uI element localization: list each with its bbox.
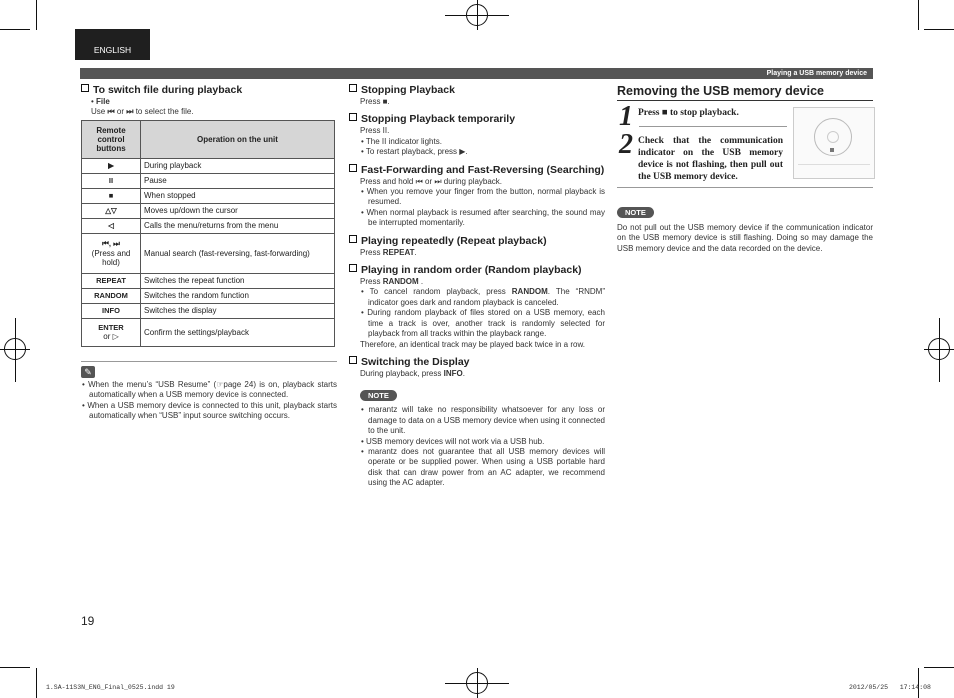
table-row [82,233,335,273]
ff-heading: Fast-Forwarding and Fast-Reversing (Searching) [349,164,605,177]
table-key-cell: RANDOM [82,288,141,303]
steps-block [617,101,873,188]
table-key-cell: ■ [82,188,141,203]
table-operation-cell: Moves up/down the cursor [141,203,335,218]
ff-bullet: • When normal playback is resumed after searching, the sound may be interrupted momentarily. [361,207,606,228]
crop-mark [924,667,954,668]
crop-mark [36,668,37,698]
step-divider [639,126,787,127]
table-operation-cell: Confirm the settings/playback [141,318,335,346]
right-column [617,84,873,254]
ff-bullet: • When you remove your finger from the button, normal playback is resumed. [361,187,605,207]
table-operation-cell: When stopped [141,188,335,203]
language-tab[interactable] [75,29,150,60]
file-label: File [96,97,110,106]
crop-mark [36,0,37,30]
table-key-cell: II [82,173,141,188]
center-button-icon [827,131,839,143]
table-key-cell: ▶ [82,158,141,173]
pause-bullet: • To restart playback, press ▶. [361,147,468,157]
table-header-operation: Operation on the unit [141,120,335,158]
random-bullet: • During random playback of files stored on a USB memory, each time a track is over, another track is randomly selected for playback from all tracks within the playback range. [361,308,605,339]
language-tab-label: ENGLISH [93,45,132,55]
crop-mark [918,668,919,698]
checkbox-square-icon [349,235,357,243]
stop-heading: Stopping Playback [349,84,605,97]
ff-text: Press and hold ⏮ or ⏭ during playback. [360,176,503,186]
pause-heading: Stopping Playback temporarily [349,113,605,126]
step-2-number: 2 [619,129,633,160]
stop-text: Press ■. [360,97,390,106]
note-item: • When a USB memory device is connected to this unit, playback starts automatically when “USB” input source switching occurs. [82,400,337,421]
table-row [82,158,335,173]
table-key-cell: ⏮, ⏭ (Press and hold) [82,233,141,273]
page-number: 19 [81,614,95,628]
note-item: • marantz will take no responsibility whatsoever for any loss or damage to data on a USB memory device when using it connected to the unit. [361,405,605,436]
checkbox-square-icon [349,356,357,364]
stop-button-icon [830,148,834,152]
table-operation-cell: During playback [141,158,335,173]
step-1-number: 1 [619,101,633,132]
display-heading: Switching the Display [349,356,605,369]
table-key-cell: INFO [82,303,141,318]
table-operation-cell: Switches the repeat function [141,273,335,288]
switch-file-heading: To switch file during playback [81,84,337,97]
remove-usb-heading: Removing the USB memory device [617,84,873,101]
random-text: Press RANDOM . [360,277,424,287]
random-extra: Therefore, an identical track may be played back twice in a row. [360,339,585,349]
crop-mark [924,29,954,30]
device-illustration [793,107,875,179]
table-row [82,173,335,188]
note-item: • marantz does not guarantee that all USB memory devices will operate or be supplied power. When using a USB portable hard disk that can draw power from an AC adapter, we recommend using the AC adapter. [361,446,605,488]
random-bullet: • To cancel random playback, press RANDOM. The “RNDM” indicator goes dark and random playback is canceled. [361,287,605,307]
table-row [82,288,335,303]
table-operation-cell: Switches the display [141,303,335,318]
table-operation-cell: Calls the menu/returns from the menu [141,218,335,233]
checkbox-square-icon [349,84,357,92]
random-button-label: RANDOM [382,277,419,287]
table-key-cell: REPEAT [82,273,141,288]
table-key-cell: ENTER or ▷ [82,318,141,346]
skip-forward-icon: ⏭ [126,107,134,117]
section-header-bar [80,68,873,79]
footer-timestamp: 2012/05/25 17:14:08 [849,684,931,691]
right-note-text: Do not pull out the USB memory device if the communication indicator on the USB memory device is still flashing. Doing so may damage the USB memory device and the data recorded on the device. [617,223,873,253]
checkbox-square-icon [349,113,357,121]
left-column [81,84,337,421]
crop-mark [918,0,919,30]
repeat-heading: Playing repeatedly (Repeat playback) [349,235,605,248]
note-item: • USB memory devices will not work via a USB hub. [361,436,545,446]
table-key-cell: △▽ [82,203,141,218]
note-item: • When the menu’s “USB Resume” (☞page 24) is on, playback starts automatically when a USB memory device is connected. [82,379,338,400]
footer-filename: 1.SA-11S3N_ENG_Final_0525.indd 19 [46,684,175,691]
table-row [82,203,335,218]
crop-mark [445,683,509,684]
note-badge-wrap [360,385,605,403]
table-operation-cell: Manual search (fast-reversing, fast-forwarding) [141,233,335,273]
table-row [82,318,335,346]
crop-mark [939,318,940,382]
skip-back-icon: ⏮ [107,107,115,117]
file-instruction: Use ⏮ or ⏭ to select the file. [91,107,194,117]
table-key-cell: ◁ [82,218,141,233]
note-badge: NOTE [617,207,654,218]
section-title: Playing a USB memory device [766,70,867,77]
pencil-note-icon: ✎ [81,366,95,378]
repeat-button-label: REPEAT [382,247,415,257]
table-operation-cell: Pause [141,173,335,188]
table-operation-cell: Switches the random function [141,288,335,303]
table-header-remote: Remote control buttons [82,120,141,158]
crop-mark [0,667,30,668]
crop-mark [445,15,509,16]
checkbox-square-icon [81,84,89,92]
table-row [82,303,335,318]
checkbox-square-icon [349,164,357,172]
middle-column [349,84,605,489]
display-text: During playback, press INFO. [360,368,465,378]
crop-mark [0,29,30,30]
file-label-line: • File [91,97,110,106]
panel-line [798,164,870,165]
repeat-text: Press REPEAT. [360,247,417,257]
pause-bullet: • The II indicator lights. [361,136,442,146]
table-row [82,218,335,233]
step-2-text: Check that the communication indicator on the USB memory device is not flashing, then pull out the USB memory device. [638,136,783,182]
table-row [82,188,335,203]
note-badge: NOTE [360,390,397,401]
pause-text: Press II. [360,126,390,136]
step-1-text: Press ■ to stop playback. [638,108,739,118]
operation-table [81,120,335,347]
info-button-label: INFO [443,368,463,378]
random-heading: Playing in random order (Random playback) [349,264,605,277]
table-row [82,273,335,288]
right-note-badge-wrap [617,202,873,220]
crop-mark [15,318,16,382]
checkbox-square-icon [349,264,357,272]
notes-block [81,361,337,422]
